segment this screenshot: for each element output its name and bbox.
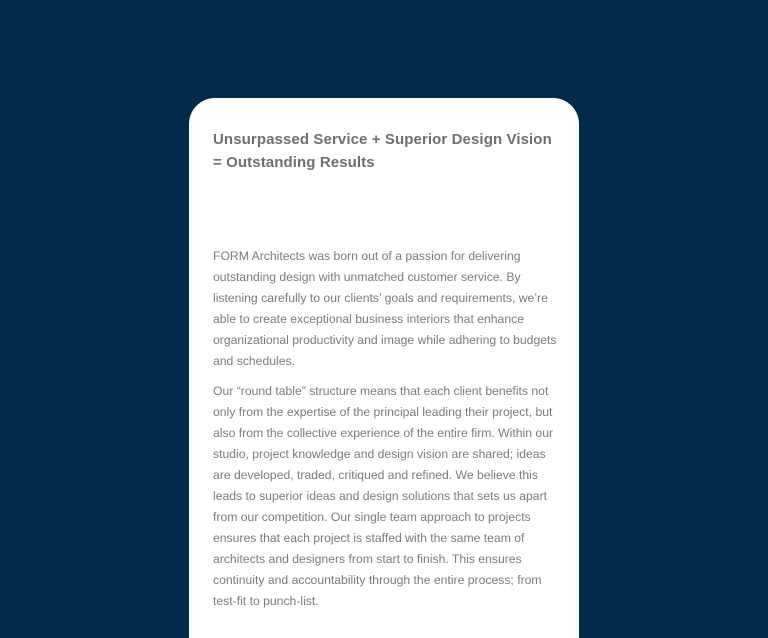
round-table-paragraph: Our “round table” structure means that each client benefits not only from the expertise of the principal leading their project, but also from the collective experience of the entire firm. Within our studio, project knowledge and design vision are shared; ideas are developed, traded, critiqued and refined. We believe this leads to superior ideas and design solutions that sets us apart from our competition. Our single team approach to projects ensures that each project is staffed with the same team of architects and designers from start to finish. This ensures continuity and accountability through the entire process; from test-fit to punch-list. (213, 384, 554, 608)
card-headline: Unsurpassed Service + Superior Design Vision = Outstanding Results (213, 131, 552, 171)
about-card (189, 98, 579, 638)
intro-paragraph: FORM Architects was born out of a passion for delivering outstanding design with unmatched customer service. By listening carefully to our clients’ goals and requirements, we’re able to create exceptional business interiors that enhance organizational productivity and image while adhering to budgets and schedules. (213, 249, 557, 368)
card-body (213, 246, 561, 612)
